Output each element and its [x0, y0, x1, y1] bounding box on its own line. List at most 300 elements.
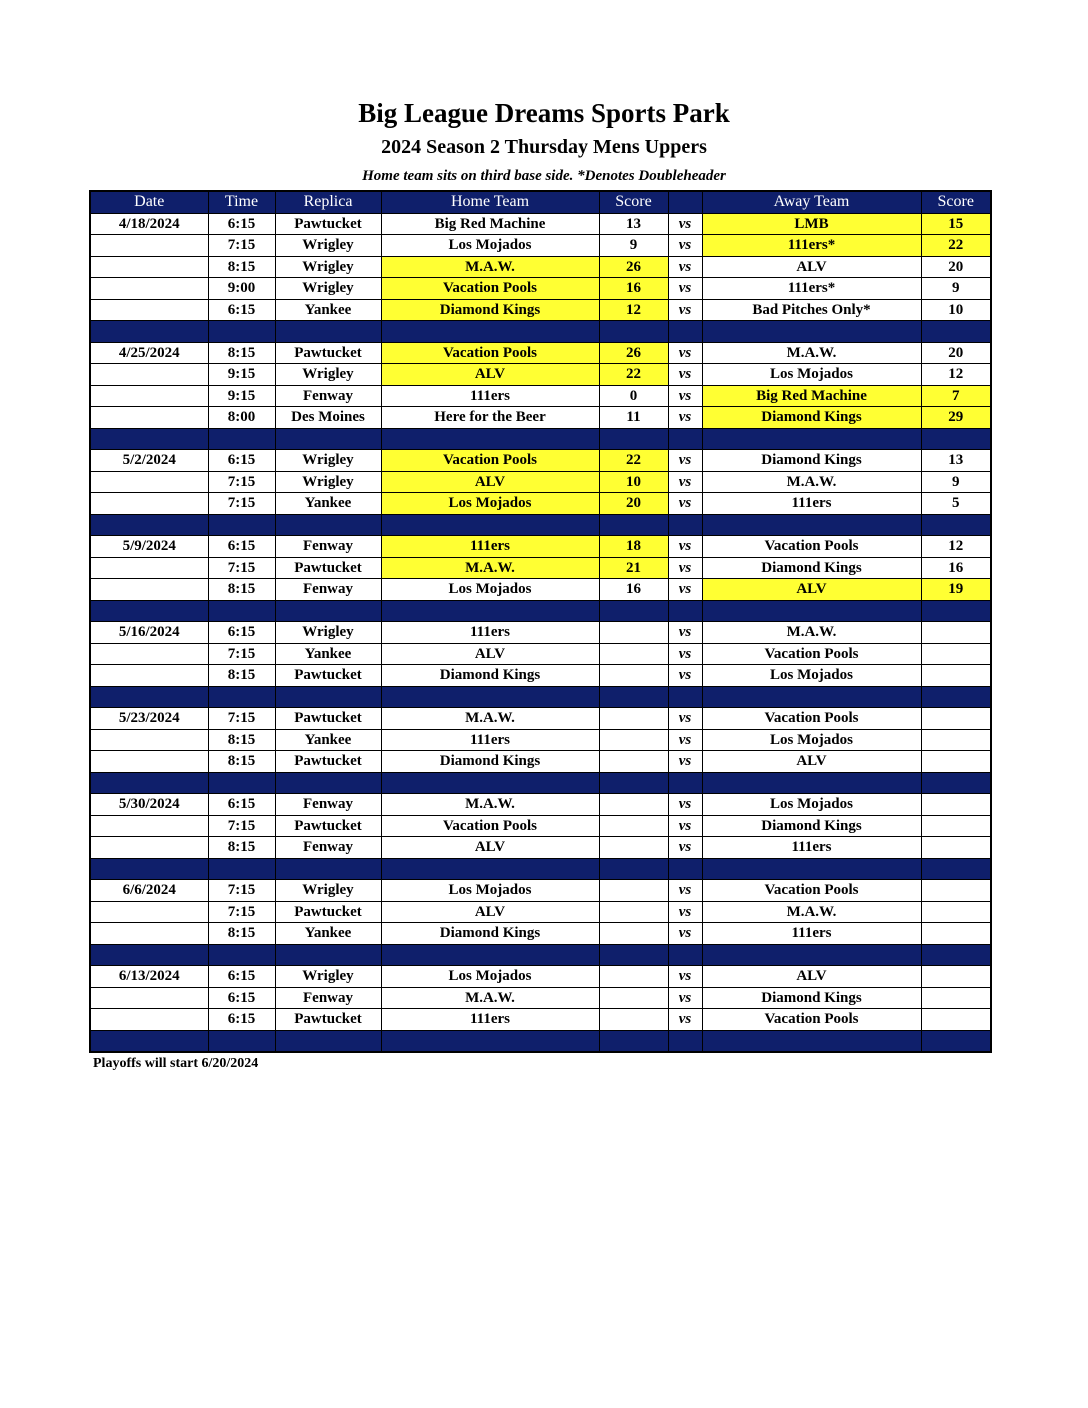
separator-cell: [702, 686, 921, 708]
home-team-cell: ALV: [381, 901, 599, 923]
vs-cell: vs: [668, 450, 702, 472]
away-team-cell: Los Mojados: [702, 364, 921, 386]
away-score-cell: 12: [921, 364, 991, 386]
separator-cell: [275, 428, 381, 450]
time-cell: 9:15: [208, 385, 275, 407]
home-team-cell: ALV: [381, 837, 599, 859]
away-team-cell: Vacation Pools: [702, 643, 921, 665]
table-row: [90, 471, 991, 493]
home-team-cell: 111ers: [381, 385, 599, 407]
replica-cell: Wrigley: [275, 880, 381, 902]
separator-cell: [921, 686, 991, 708]
away-team-cell: 111ers: [702, 923, 921, 945]
date-cell: [90, 299, 208, 321]
table-header-row: [90, 191, 991, 213]
time-cell: 8:15: [208, 751, 275, 773]
table-row: [90, 708, 991, 730]
separator-cell: [381, 772, 599, 794]
playoffs-note: Playoffs will start 6/20/2024: [93, 1056, 259, 1071]
home-score-cell: [599, 1009, 668, 1031]
time-cell: 7:15: [208, 235, 275, 257]
vs-cell: vs: [668, 880, 702, 902]
table-row: [90, 815, 991, 837]
table-row: [90, 278, 991, 300]
time-cell: 6:15: [208, 622, 275, 644]
date-cell: [90, 815, 208, 837]
table-row: [90, 385, 991, 407]
separator-cell: [599, 772, 668, 794]
home-score-cell: 22: [599, 450, 668, 472]
away-team-cell: ALV: [702, 579, 921, 601]
home-score-cell: [599, 987, 668, 1009]
separator-cell: [599, 1030, 668, 1052]
page-title: Big League Dreams Sports Park: [358, 98, 730, 128]
separator-cell: [702, 600, 921, 622]
column-header-vs: [668, 191, 702, 213]
home-team-cell: Los Mojados: [381, 235, 599, 257]
vs-cell: vs: [668, 987, 702, 1009]
separator-cell: [921, 1030, 991, 1052]
separator-cell: [90, 944, 208, 966]
separator-cell: [90, 858, 208, 880]
home-score-cell: 26: [599, 342, 668, 364]
replica-cell: Yankee: [275, 299, 381, 321]
table-row: [90, 880, 991, 902]
away-score-cell: 22: [921, 235, 991, 257]
away-score-cell: [921, 1009, 991, 1031]
replica-cell: Pawtucket: [275, 751, 381, 773]
column-header-home-team: Home Team: [381, 191, 599, 213]
column-header-date: Date: [90, 191, 208, 213]
home-team-cell: Diamond Kings: [381, 299, 599, 321]
away-team-cell: LMB: [702, 213, 921, 235]
away-team-cell: Los Mojados: [702, 665, 921, 687]
date-cell: [90, 643, 208, 665]
replica-cell: Wrigley: [275, 450, 381, 472]
home-team-cell: Here for the Beer: [381, 407, 599, 429]
away-score-cell: 9: [921, 471, 991, 493]
vs-cell: vs: [668, 901, 702, 923]
separator-cell: [599, 514, 668, 536]
separator-cell: [90, 1030, 208, 1052]
time-cell: 6:15: [208, 450, 275, 472]
home-team-cell: 111ers: [381, 729, 599, 751]
separator-cell: [275, 858, 381, 880]
away-team-cell: Diamond Kings: [702, 450, 921, 472]
away-score-cell: [921, 987, 991, 1009]
date-cell: [90, 923, 208, 945]
home-team-cell: M.A.W.: [381, 987, 599, 1009]
separator-cell: [668, 600, 702, 622]
home-score-cell: 11: [599, 407, 668, 429]
column-header-replica: Replica: [275, 191, 381, 213]
separator-cell: [921, 514, 991, 536]
vs-cell: vs: [668, 708, 702, 730]
away-team-cell: M.A.W.: [702, 901, 921, 923]
away-team-cell: 111ers*: [702, 235, 921, 257]
away-team-cell: 111ers*: [702, 278, 921, 300]
separator-cell: [90, 321, 208, 343]
home-score-cell: [599, 622, 668, 644]
home-score-cell: 9: [599, 235, 668, 257]
vs-cell: vs: [668, 557, 702, 579]
away-score-cell: [921, 622, 991, 644]
away-score-cell: 10: [921, 299, 991, 321]
separator-cell: [921, 428, 991, 450]
replica-cell: Pawtucket: [275, 1009, 381, 1031]
away-team-cell: Diamond Kings: [702, 815, 921, 837]
vs-cell: vs: [668, 493, 702, 515]
separator-cell: [381, 944, 599, 966]
separator-cell: [381, 858, 599, 880]
time-cell: 7:15: [208, 901, 275, 923]
replica-cell: Pawtucket: [275, 815, 381, 837]
date-cell: 4/18/2024: [90, 213, 208, 235]
away-team-cell: Vacation Pools: [702, 880, 921, 902]
home-team-cell: 111ers: [381, 536, 599, 558]
schedule-body: [90, 213, 991, 1052]
date-cell: [90, 256, 208, 278]
replica-cell: Yankee: [275, 643, 381, 665]
column-header-time: Time: [208, 191, 275, 213]
home-score-cell: [599, 708, 668, 730]
replica-cell: Fenway: [275, 837, 381, 859]
away-score-cell: [921, 708, 991, 730]
separator-cell: [381, 321, 599, 343]
home-score-cell: 21: [599, 557, 668, 579]
home-score-cell: [599, 837, 668, 859]
date-cell: [90, 364, 208, 386]
vs-cell: vs: [668, 815, 702, 837]
replica-cell: Pawtucket: [275, 708, 381, 730]
away-team-cell: ALV: [702, 966, 921, 988]
away-team-cell: M.A.W.: [702, 342, 921, 364]
vs-cell: vs: [668, 794, 702, 816]
replica-cell: Pawtucket: [275, 901, 381, 923]
away-score-cell: 12: [921, 536, 991, 558]
home-score-cell: [599, 815, 668, 837]
home-team-cell: Vacation Pools: [381, 815, 599, 837]
table-row: [90, 987, 991, 1009]
week-separator-row: [90, 944, 991, 966]
away-score-cell: 19: [921, 579, 991, 601]
time-cell: 8:15: [208, 342, 275, 364]
separator-cell: [921, 600, 991, 622]
schedule-table: [89, 190, 992, 1053]
home-team-cell: Diamond Kings: [381, 751, 599, 773]
home-score-cell: [599, 729, 668, 751]
date-cell: [90, 1009, 208, 1031]
home-score-cell: 20: [599, 493, 668, 515]
table-row: [90, 213, 991, 235]
separator-cell: [208, 1030, 275, 1052]
separator-cell: [668, 858, 702, 880]
week-separator-row: [90, 1030, 991, 1052]
home-team-cell: ALV: [381, 471, 599, 493]
separator-cell: [381, 1030, 599, 1052]
away-score-cell: [921, 729, 991, 751]
away-score-cell: [921, 966, 991, 988]
separator-cell: [921, 321, 991, 343]
vs-cell: vs: [668, 729, 702, 751]
date-cell: 5/16/2024: [90, 622, 208, 644]
date-cell: 5/2/2024: [90, 450, 208, 472]
time-cell: 8:15: [208, 579, 275, 601]
time-cell: 6:15: [208, 213, 275, 235]
separator-cell: [921, 858, 991, 880]
home-team-cell: Vacation Pools: [381, 342, 599, 364]
time-cell: 6:15: [208, 536, 275, 558]
column-header-home-score: Score: [599, 191, 668, 213]
home-team-cell: Los Mojados: [381, 966, 599, 988]
replica-cell: Wrigley: [275, 622, 381, 644]
away-team-cell: Diamond Kings: [702, 407, 921, 429]
home-score-cell: 13: [599, 213, 668, 235]
replica-cell: Des Moines: [275, 407, 381, 429]
date-cell: [90, 407, 208, 429]
away-team-cell: Vacation Pools: [702, 1009, 921, 1031]
time-cell: 7:15: [208, 643, 275, 665]
vs-cell: vs: [668, 643, 702, 665]
separator-cell: [90, 772, 208, 794]
replica-cell: Yankee: [275, 729, 381, 751]
separator-cell: [381, 514, 599, 536]
separator-cell: [668, 1030, 702, 1052]
date-cell: 5/30/2024: [90, 794, 208, 816]
away-score-cell: [921, 837, 991, 859]
away-team-cell: Vacation Pools: [702, 708, 921, 730]
separator-cell: [599, 321, 668, 343]
away-team-cell: Los Mojados: [702, 794, 921, 816]
away-score-cell: [921, 901, 991, 923]
away-team-cell: ALV: [702, 751, 921, 773]
separator-cell: [702, 772, 921, 794]
date-cell: [90, 751, 208, 773]
separator-cell: [702, 858, 921, 880]
vs-cell: vs: [668, 385, 702, 407]
date-cell: [90, 493, 208, 515]
home-score-cell: [599, 923, 668, 945]
table-row: [90, 966, 991, 988]
table-row: [90, 536, 991, 558]
replica-cell: Wrigley: [275, 364, 381, 386]
separator-cell: [275, 514, 381, 536]
away-team-cell: M.A.W.: [702, 471, 921, 493]
time-cell: 6:15: [208, 987, 275, 1009]
away-team-cell: Vacation Pools: [702, 536, 921, 558]
separator-cell: [275, 944, 381, 966]
replica-cell: Fenway: [275, 579, 381, 601]
table-row: [90, 299, 991, 321]
separator-cell: [90, 686, 208, 708]
separator-cell: [208, 686, 275, 708]
separator-cell: [668, 944, 702, 966]
away-team-cell: Diamond Kings: [702, 987, 921, 1009]
vs-cell: vs: [668, 299, 702, 321]
separator-cell: [275, 686, 381, 708]
table-row: [90, 342, 991, 364]
vs-cell: vs: [668, 256, 702, 278]
replica-cell: Pawtucket: [275, 213, 381, 235]
column-header-away-team: Away Team: [702, 191, 921, 213]
separator-cell: [668, 686, 702, 708]
separator-cell: [208, 514, 275, 536]
time-cell: 6:15: [208, 966, 275, 988]
date-cell: 5/23/2024: [90, 708, 208, 730]
page-subtitle: 2024 Season 2 Thursday Mens Uppers: [381, 136, 707, 158]
table-row: [90, 622, 991, 644]
vs-cell: vs: [668, 278, 702, 300]
home-score-cell: [599, 966, 668, 988]
separator-cell: [599, 428, 668, 450]
replica-cell: Fenway: [275, 536, 381, 558]
date-cell: [90, 665, 208, 687]
home-team-cell: M.A.W.: [381, 794, 599, 816]
date-cell: [90, 901, 208, 923]
separator-cell: [275, 1030, 381, 1052]
home-team-cell: 111ers: [381, 622, 599, 644]
separator-cell: [208, 944, 275, 966]
separator-cell: [668, 772, 702, 794]
home-score-cell: [599, 665, 668, 687]
schedule-note: Home team sits on third base side. *Denotes Doubleheader: [362, 168, 726, 184]
home-score-cell: [599, 901, 668, 923]
home-score-cell: 12: [599, 299, 668, 321]
table-row: [90, 557, 991, 579]
home-score-cell: [599, 794, 668, 816]
away-team-cell: Los Mojados: [702, 729, 921, 751]
away-team-cell: Big Red Machine: [702, 385, 921, 407]
time-cell: 6:15: [208, 299, 275, 321]
separator-cell: [208, 772, 275, 794]
time-cell: 7:15: [208, 708, 275, 730]
home-score-cell: 26: [599, 256, 668, 278]
home-score-cell: 10: [599, 471, 668, 493]
date-cell: [90, 987, 208, 1009]
week-separator-row: [90, 600, 991, 622]
time-cell: 7:15: [208, 493, 275, 515]
table-row: [90, 665, 991, 687]
home-team-cell: M.A.W.: [381, 557, 599, 579]
separator-cell: [702, 514, 921, 536]
separator-cell: [599, 686, 668, 708]
away-score-cell: [921, 643, 991, 665]
table-row: [90, 751, 991, 773]
home-team-cell: M.A.W.: [381, 708, 599, 730]
away-score-cell: 9: [921, 278, 991, 300]
table-row: [90, 901, 991, 923]
separator-cell: [921, 772, 991, 794]
vs-cell: vs: [668, 1009, 702, 1031]
home-score-cell: [599, 751, 668, 773]
time-cell: 8:15: [208, 837, 275, 859]
away-team-cell: Diamond Kings: [702, 557, 921, 579]
separator-cell: [702, 944, 921, 966]
away-team-cell: Bad Pitches Only*: [702, 299, 921, 321]
separator-cell: [668, 514, 702, 536]
date-cell: 4/25/2024: [90, 342, 208, 364]
away-score-cell: [921, 815, 991, 837]
date-cell: [90, 385, 208, 407]
week-separator-row: [90, 772, 991, 794]
replica-cell: Yankee: [275, 923, 381, 945]
separator-cell: [668, 428, 702, 450]
week-separator-row: [90, 428, 991, 450]
time-cell: 8:15: [208, 729, 275, 751]
column-header-away-score: Score: [921, 191, 991, 213]
home-team-cell: Los Mojados: [381, 493, 599, 515]
home-team-cell: Vacation Pools: [381, 450, 599, 472]
table-row: [90, 235, 991, 257]
away-team-cell: M.A.W.: [702, 622, 921, 644]
replica-cell: Fenway: [275, 987, 381, 1009]
table-row: [90, 579, 991, 601]
home-team-cell: Diamond Kings: [381, 923, 599, 945]
replica-cell: Wrigley: [275, 235, 381, 257]
replica-cell: Fenway: [275, 794, 381, 816]
home-score-cell: [599, 643, 668, 665]
home-score-cell: 0: [599, 385, 668, 407]
home-score-cell: [599, 880, 668, 902]
away-score-cell: [921, 751, 991, 773]
away-score-cell: 20: [921, 256, 991, 278]
vs-cell: vs: [668, 364, 702, 386]
date-cell: [90, 471, 208, 493]
replica-cell: Wrigley: [275, 966, 381, 988]
date-cell: 5/9/2024: [90, 536, 208, 558]
separator-cell: [599, 944, 668, 966]
away-score-cell: [921, 880, 991, 902]
table-row: [90, 923, 991, 945]
separator-cell: [208, 428, 275, 450]
away-score-cell: 13: [921, 450, 991, 472]
away-score-cell: [921, 794, 991, 816]
time-cell: 7:15: [208, 815, 275, 837]
date-cell: [90, 837, 208, 859]
home-score-cell: 18: [599, 536, 668, 558]
table-row: [90, 493, 991, 515]
vs-cell: vs: [668, 966, 702, 988]
time-cell: 8:15: [208, 923, 275, 945]
replica-cell: Pawtucket: [275, 665, 381, 687]
separator-cell: [702, 428, 921, 450]
away-score-cell: 20: [921, 342, 991, 364]
vs-cell: vs: [668, 471, 702, 493]
vs-cell: vs: [668, 407, 702, 429]
separator-cell: [90, 428, 208, 450]
date-cell: [90, 579, 208, 601]
home-team-cell: 111ers: [381, 1009, 599, 1031]
separator-cell: [208, 321, 275, 343]
vs-cell: vs: [668, 665, 702, 687]
away-score-cell: 5: [921, 493, 991, 515]
away-team-cell: 111ers: [702, 493, 921, 515]
table-row: [90, 256, 991, 278]
separator-cell: [381, 686, 599, 708]
separator-cell: [702, 1030, 921, 1052]
date-cell: [90, 729, 208, 751]
time-cell: 9:15: [208, 364, 275, 386]
home-team-cell: Los Mojados: [381, 579, 599, 601]
separator-cell: [208, 600, 275, 622]
week-separator-row: [90, 514, 991, 536]
replica-cell: Wrigley: [275, 278, 381, 300]
home-team-cell: Diamond Kings: [381, 665, 599, 687]
separator-cell: [381, 428, 599, 450]
date-cell: [90, 235, 208, 257]
time-cell: 7:15: [208, 557, 275, 579]
vs-cell: vs: [668, 923, 702, 945]
